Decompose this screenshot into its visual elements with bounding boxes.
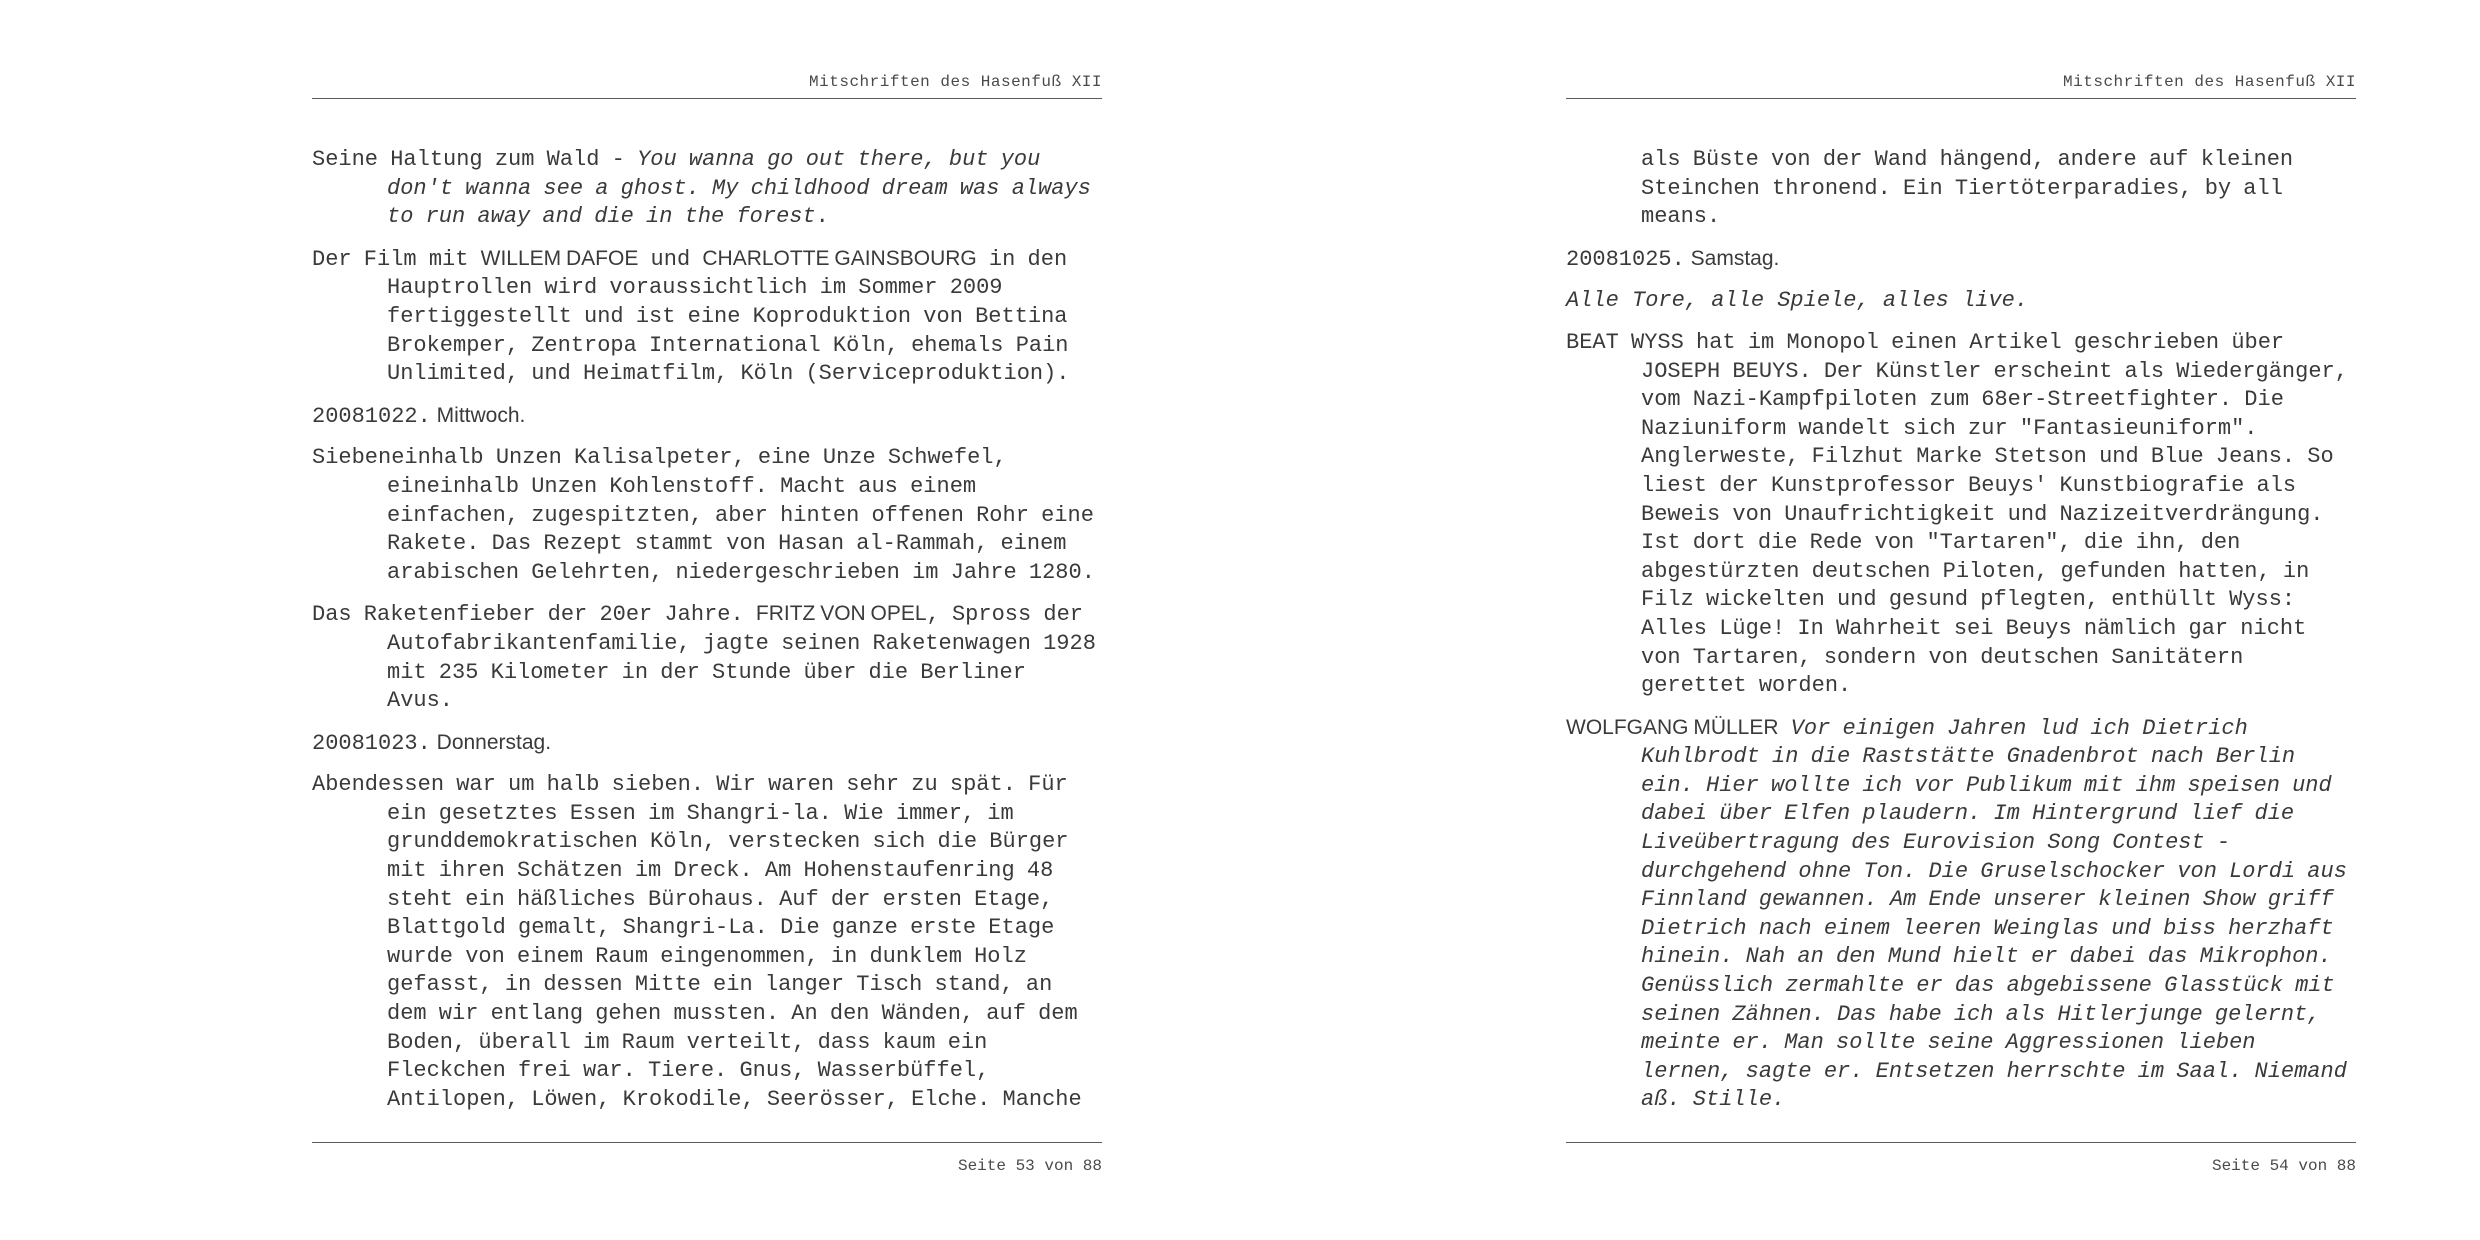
paragraph-text: . [815, 204, 829, 230]
paragraph-haltung [312, 146, 1102, 232]
left-page [312, 0, 1102, 1240]
footer-rule [312, 1142, 1102, 1143]
person-name: FRITZ VON OPEL [755, 602, 927, 626]
person-name: WILLEM DAFOE [480, 246, 639, 270]
person-name: BEAT WYSS [1566, 329, 1684, 355]
paragraph-text: und [638, 246, 703, 272]
paragraph-text: Der Film mit [312, 246, 481, 272]
paragraph-text: Abendessen war um halb sieben. Wir waren sehr zu spät. Für ein gesetztes Essen im Shangri-la. Wie immer, im grunddemokratischen Köln, verstecken sich die Bürger mit ihren Schätzen im Dreck. Am Hohenstaufenring 48 steht ein häßliches Bürohaus. Auf der ersten Etage, Blattgold gemalt, Shangri-La. Die ganze erste Etage wurde von einem Raum eingenommen, in dunklem Holz gefasst, in dessen Mitte ein langer Tisch stand, an dem wir entlang gehen mussten. An den Wänden, auf dem Boden, überall im Raum verteilt, dass kaum ein Fleckchen frei war. Tiere. Gnus, Wasserbüffel, Antilopen, Löwen, Krokodile, Seerösser, Elche. Manche [312, 772, 1082, 1112]
paragraph-text: in den Hauptrollen wird voraussichtlich im Sommer 2009 fertiggestellt und ist eine Koproduktion von Bettina Brokemper, Zentropa International Köln, ehemals Pain Unlimited, und Heimatfilm, Köln (Serviceproduktion). [387, 246, 1070, 387]
paragraph-wyss [1566, 329, 2356, 701]
paragraph-text: Seine Haltung zum Wald - [312, 147, 638, 172]
paragraph-text: . Der Künstler erscheint als Wiedergänger, vom Nazi-Kampfpiloten zum 68er-Streetfighter. Die Naziuniform wandelt sich zur "Fantasieuniform". Anglerweste, Filzhut Marke Stetson und Blue Jeans. So liest der Kunstprofessor Beuys' Kunstbiografie als Beweis von Unaufrichtigkeit und Nazizeitverdrängung. Ist dort die Rede von "Tartaren", die ihn, den abgestürzten deutschen Piloten, gefunden hatten, in Filz wickelten und gesund pflegten, enthüllt Wyss: Alles Lüge! In Wahrheit sei Beuys nämlich gar nicht von Tartaren, sondern von deutschen Sanitätern gerettet worden. [1641, 358, 2348, 699]
paragraph-film [312, 245, 1102, 389]
paragraph-tore [1566, 287, 2356, 316]
date-number: 20081023. [312, 730, 431, 756]
paragraph-text: Das Raketenfieber der 20er Jahre. [312, 602, 756, 628]
person-name: WOLFGANG MÜLLER [1566, 715, 1779, 739]
person-name: JOSEPH BEUYS [1641, 358, 1799, 384]
date-entry [1566, 245, 2356, 275]
date-number: 20081022. [312, 403, 431, 429]
paragraph-rakete [312, 444, 1102, 587]
quote-text: Vor einigen Jahren lud ich Dietrich Kuhlbrodt in die Raststätte Gnadenbrot nach Berlin ein. Hier wollte ich vor Publikum mit ihm speisen und dabei über Elfen plaudern. Im Hintergrund lief die Liveübertragung des Eurovision Song Contest - durchgehend ohne Ton. Die Gruselschocker von Lordi aus Finnland gewannen. Am Ende unserer kleinen Show griff Dietrich nach einem leeren Weinglas und biss herzhaft hinein. Nah an den Mund hielt er dabei das Mikrophon. Genüsslich zermahlte er das abgebissene Glasstück mit seinen Zähnen. Das habe ich als Hitlerjunge gelernt, meinte er. Man sollte seine Aggressionen lieben lernen, sagte er. Entsetzen herrschte im Saal. Niemand aß. Stille. [1641, 715, 2347, 1113]
paragraph-text: als Büste von der Wand hängend, andere auf kleinen Steinchen thronend. Ein Tiertöterparadies, by all means. [1641, 147, 2294, 230]
weekday: Donnerstag. [430, 730, 552, 754]
date-number: 20081025. [1566, 246, 1685, 272]
weekday: Samstag. [1684, 246, 1780, 270]
date-entry [312, 402, 1102, 432]
running-header: Mitschriften des Hasenfuß XII [2063, 73, 2356, 91]
quote-text: Alle Tore, alle Spiele, alles live. [1566, 288, 2029, 314]
header-rule [312, 98, 1102, 99]
page-body [1566, 146, 2356, 1128]
paragraph-text: hat im Monopol einen Artikel geschrieben über [1683, 329, 2285, 355]
paragraph-raketenfieber [312, 600, 1102, 715]
quote-text: You wanna go out there, but you don't wanna see a ghost. My childhood dream was always to run away and die in the forest [387, 147, 1091, 230]
weekday: Mittwoch. [430, 403, 526, 427]
paragraph-text: , Spross der Autofabrikantenfamilie, jagte seinen Raketenwagen 1928 mit 235 Kilometer in der Stunde über die Berliner Avus. [387, 602, 1096, 714]
page-number: Seite 53 von 88 [957, 1157, 1102, 1175]
paragraph-text: Siebeneinhalb Unzen Kalisalpeter, eine Unze Schwefel, eineinhalb Unzen Kohlenstoff. Macht aus einem einfachen, zugespitzten, aber hinten offenen Rohr eine Rakete. Das Rezept stammt von Hasan al-Rammah, einem arabischen Gelehrten, niedergeschrieben im Jahre 1280. [312, 445, 1095, 585]
header-rule [1566, 98, 2356, 99]
paragraph-abendessen [312, 771, 1102, 1114]
right-page [1566, 0, 2356, 1240]
page-number: Seite 54 von 88 [2211, 1157, 2356, 1175]
page-body [312, 146, 1102, 1127]
paragraph-mueller [1566, 714, 2356, 1115]
person-name: CHARLOTTE GAINSBOURG [702, 246, 977, 270]
footer-rule [1566, 1142, 2356, 1143]
running-header: Mitschriften des Hasenfuß XII [809, 73, 1102, 91]
paragraph-continued [1641, 146, 2356, 232]
date-entry [312, 729, 1102, 759]
